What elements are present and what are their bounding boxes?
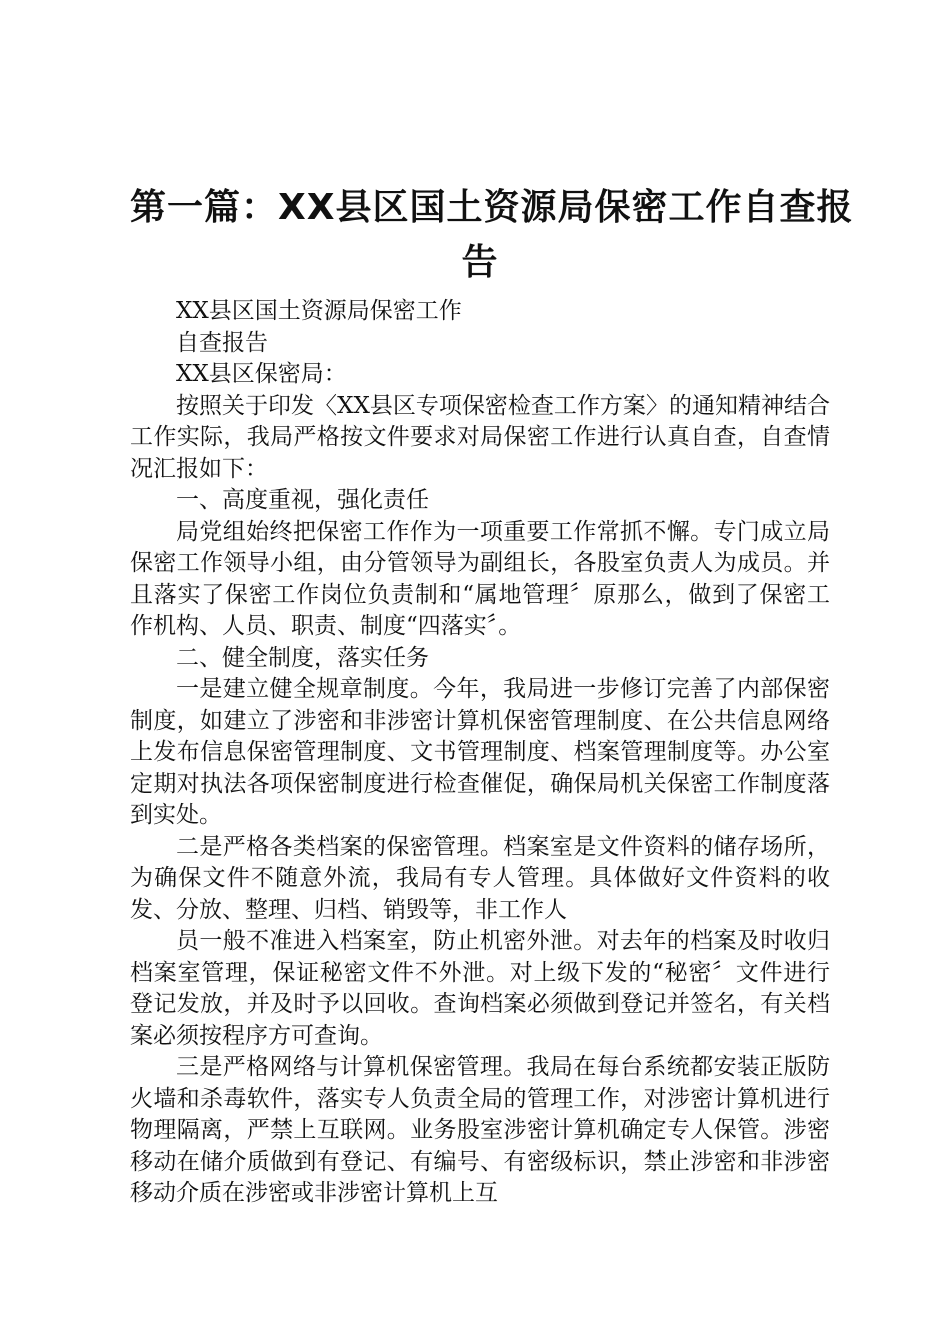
document-body bbox=[130, 296, 830, 1210]
paragraph-network: 三是严格网络与计算机保密管理。我局在每台系统都安装正版防火墙和杀毒软件，落实专人负责全局的管理工作，对涉密计算机进行物理隔离，严禁上互联网。业务股室涉密计算机确定专人保管。涉密移动在储介质做到有登记、有编号、有密级标识，禁止涉密和非涉密移动介质在涉密或非涉密计算机上互 bbox=[130, 1054, 830, 1206]
document-title-line-2: 告 bbox=[461, 242, 499, 283]
paragraph-rules: 一是建立健全规章制度。今年，我局进一步修订完善了内部保密制度，如建立了涉密和非涉密计算机保密管理制度、在公共信息网络上发布信息保密管理制度、文书管理制度、档案管理制度等。办公室定期对执法各项保密制度进行检查催促，确保局机关保密工作制度落到实处。 bbox=[130, 676, 830, 828]
paragraph-archives: 二是严格各类档案的保密管理。档案室是文件资料的储存场所，为确保文件不随意外流，我局有专人管理。具体做好文件资料的收发、分放、整理、归档、销毁等，非工作人 bbox=[130, 833, 830, 923]
paragraph-heading-report: 自查报告 bbox=[176, 329, 268, 356]
paragraph-heading-org: XX县区国土资源局保密工作 bbox=[176, 298, 462, 324]
document-title-line-1: 第一篇：XX县区国土资源局保密工作自查报 bbox=[130, 187, 854, 228]
paragraph-section-1: 局党组始终把保密工作作为一项重要工作常抓不懈。专门成立局保密工作领导小组，由分管领导为副组长，各股室负责人为成员。并且落实了保密工作岗位负责制和“属地管理〞原那么，做到了保密工作机构、人员、职责、制度“四落实〞。 bbox=[130, 518, 830, 639]
paragraph-intro: 按照关于印发〈XX县区专项保密检查工作方案〉的通知精神结合工作实际，我局严格按文件要求对局保密工作进行认真自查，自查情况汇报如下： bbox=[130, 392, 830, 482]
section-heading-2: 二、健全制度，落实任务 bbox=[176, 644, 429, 671]
paragraph-salutation: XX县区保密局： bbox=[176, 361, 347, 387]
paragraph-archives-continued: 员一般不准进入档案室，防止机密外泄。对去年的档案及时收归档案室管理，保证秘密文件不外泄。对上级下发的“秘密〞文件进行登记发放，并及时予以回收。查询档案必须做到登记并签名，有关档案必须按程序方可查询。 bbox=[130, 928, 830, 1049]
section-heading-1: 一、高度重视，强化责任 bbox=[176, 487, 429, 513]
